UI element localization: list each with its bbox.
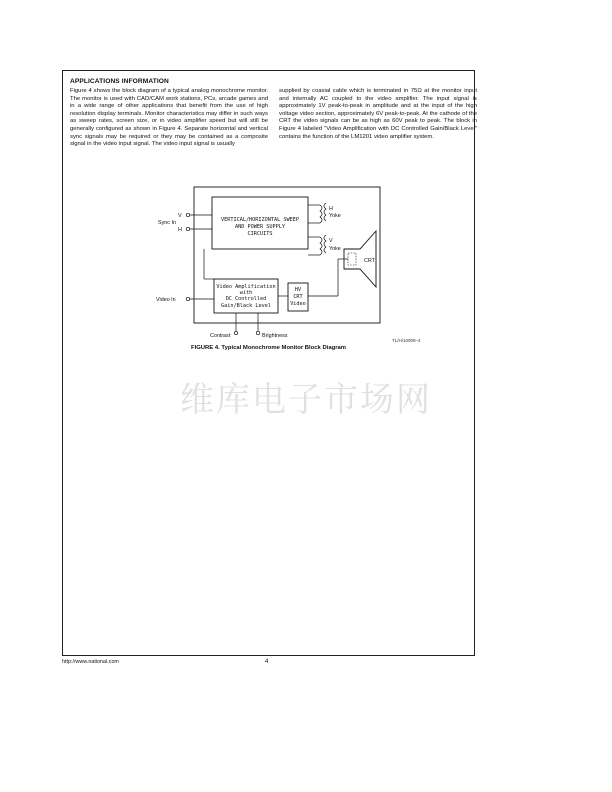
body-left-column bbox=[70, 88, 268, 149]
h-sync-terminal bbox=[186, 227, 189, 230]
v-sync-terminal bbox=[186, 213, 189, 216]
amp-line-3: DC Controlled bbox=[225, 296, 267, 302]
hv-line-1: HV bbox=[294, 287, 302, 293]
v-pin-label: V bbox=[178, 213, 182, 219]
page-number: 4 bbox=[265, 659, 269, 665]
hv-line-2: CRT bbox=[293, 294, 303, 300]
figure-tl-number: TL/H/10009–4 bbox=[392, 338, 421, 343]
v-yoke-coil bbox=[320, 237, 322, 255]
watermark-text: 维库电子市场网 bbox=[180, 380, 432, 420]
block-diagram bbox=[140, 183, 400, 343]
h-pin-label: H bbox=[178, 227, 182, 233]
section-heading: APPLICATIONS INFORMATION bbox=[70, 78, 169, 85]
sweep-line-1: VERTICAL/HORIZONTAL SWEEP bbox=[220, 217, 300, 223]
contrast-terminal bbox=[234, 331, 237, 334]
sweep-line-3: CIRCUITS bbox=[247, 231, 273, 237]
brightness-terminal bbox=[256, 331, 259, 334]
v-yoke-label-1: V bbox=[329, 238, 333, 244]
contrast-label: Contrast bbox=[210, 333, 231, 339]
h-yoke-label-2: Yoke bbox=[329, 213, 341, 219]
h-yoke-coil bbox=[320, 205, 322, 223]
brightness-label: Brightness bbox=[262, 333, 288, 339]
amp-line-4: Gain/Black Level bbox=[221, 303, 271, 309]
crt-label: CRT bbox=[364, 258, 375, 264]
figure-caption: FIGURE 4. Typical Monochrome Monitor Block Diagram bbox=[190, 345, 347, 351]
hv-line-3: Video bbox=[290, 301, 306, 307]
v-yoke-label-2: Yoke bbox=[329, 246, 341, 252]
sync-in-label: Sync In bbox=[158, 220, 176, 226]
sweep-line-2: AND POWER SUPPLY bbox=[235, 224, 285, 230]
amp-line-1: Video Amplification bbox=[216, 284, 276, 290]
left-paragraph: Figure 4 shows the block diagram of a typical analog monochrome monitor. The monitor is used with CAD/CAM work stations, PCs, arcade games and in a wide range of other applications that benefit from the use of high resolution display terminals. Monitor characteristics may differ in such ways as sweep rates, screen size, or in video amplifier speed but will still be generally configured as shown in Figure 4. Separate horizontal and vertical sync signals may be required or they may be contained as a composite signal in the video input signal. The video input signal is usually bbox=[70, 88, 268, 148]
video-in-label: Video In bbox=[156, 297, 176, 303]
page-frame bbox=[62, 70, 475, 656]
body-right-column bbox=[279, 88, 477, 141]
sweep-block bbox=[212, 197, 308, 249]
video-in-terminal bbox=[186, 297, 189, 300]
amp-line-2: with bbox=[239, 290, 253, 296]
footer-url-link[interactable]: http://www.national.com bbox=[62, 659, 119, 665]
h-yoke-label-1: H bbox=[329, 206, 333, 212]
right-paragraph: supplied by coaxial cable which is terminated in 75Ω at the monitor input and internally AC coupled to the video amplifier. The input signal is approximately 1V peak-to-peak in amplitude and at the input of the high voltage video section, approximately 6V peak-to-peak. At the cathode of the CRT the video signals can be as high as 60V peak to peak. The block in Figure 4 labeled "Video Amplification with DC Controlled Gain/Black Level" contains the function of the LM1201 video amplifier system. bbox=[279, 88, 477, 140]
